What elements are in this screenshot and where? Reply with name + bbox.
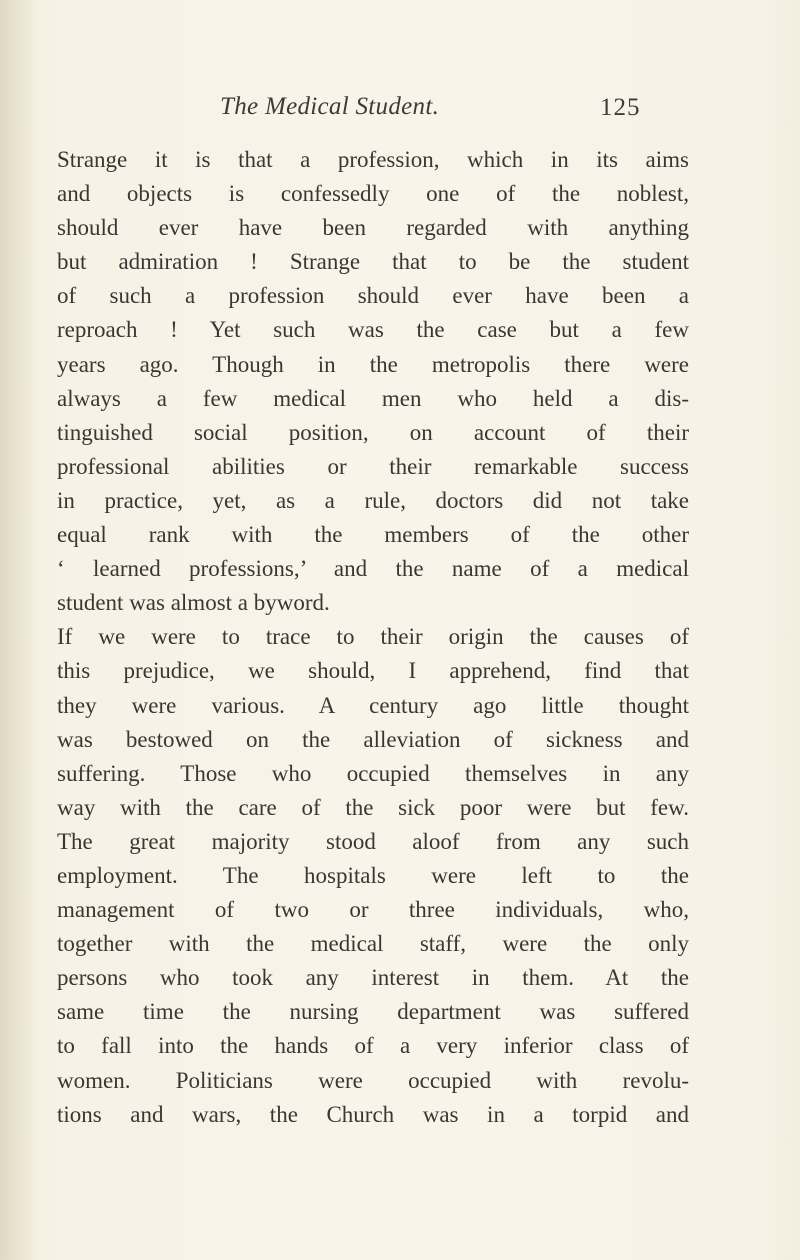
text-line: of such a profession should ever have been a [57, 283, 689, 309]
text-line: years ago. Though in the metropolis there were [57, 351, 689, 377]
text-line: equal rank with the members of the other [57, 522, 689, 548]
binding-shadow [0, 0, 38, 1260]
text-line: If we were to trace to their origin the causes of [57, 624, 689, 650]
text-line: was bestowed on the alleviation of sickness and [57, 726, 689, 752]
text-line: reproach ! Yet such was the case but a few [57, 317, 689, 343]
text-line: they were various. A century ago little thought [57, 692, 689, 718]
text-line: suffering. Those who occupied themselves in any [57, 760, 689, 786]
running-title: The Medical Student. [220, 93, 440, 120]
text-line: student was almost a byword. [57, 590, 330, 616]
text-line: together with the medical staff, were the only [57, 931, 689, 957]
text-line: way with the care of the sick poor were but few. [57, 794, 689, 820]
text-line: should ever have been regarded with anything [57, 215, 689, 241]
body-text [57, 143, 689, 1132]
text-line: persons who took any interest in them. At the [57, 965, 689, 991]
text-line: tinguished social position, on account of their [57, 419, 689, 445]
text-line: to fall into the hands of a very inferior class of [57, 1033, 689, 1059]
text-line: tions and wars, the Church was in a torpid and [57, 1101, 689, 1127]
text-line: this prejudice, we should, I apprehend, find that [57, 658, 689, 684]
text-line: management of two or three individuals, who, [57, 897, 689, 923]
text-line: professional abilities or their remarkable success [57, 453, 689, 479]
text-line: and objects is confessedly one of the noblest, [57, 181, 689, 207]
text-line: in practice, yet, as a rule, doctors did not take [57, 487, 689, 513]
page-number: 125 [600, 94, 641, 121]
text-line: ‘ learned professions,’ and the name of a medical [57, 556, 689, 582]
text-line: Strange it is that a profession, which in its aims [57, 147, 689, 172]
running-head [0, 93, 800, 127]
text-line: but admiration ! Strange that to be the student [57, 249, 689, 275]
text-line: women. Politicians were occupied with revolu- [57, 1067, 689, 1093]
text-line: The great majority stood aloof from any such [57, 828, 689, 854]
text-line: always a few medical men who held a dis- [57, 385, 689, 411]
text-line: employment. The hospitals were left to the [57, 862, 689, 888]
text-line: same time the nursing department was suffered [57, 999, 689, 1025]
